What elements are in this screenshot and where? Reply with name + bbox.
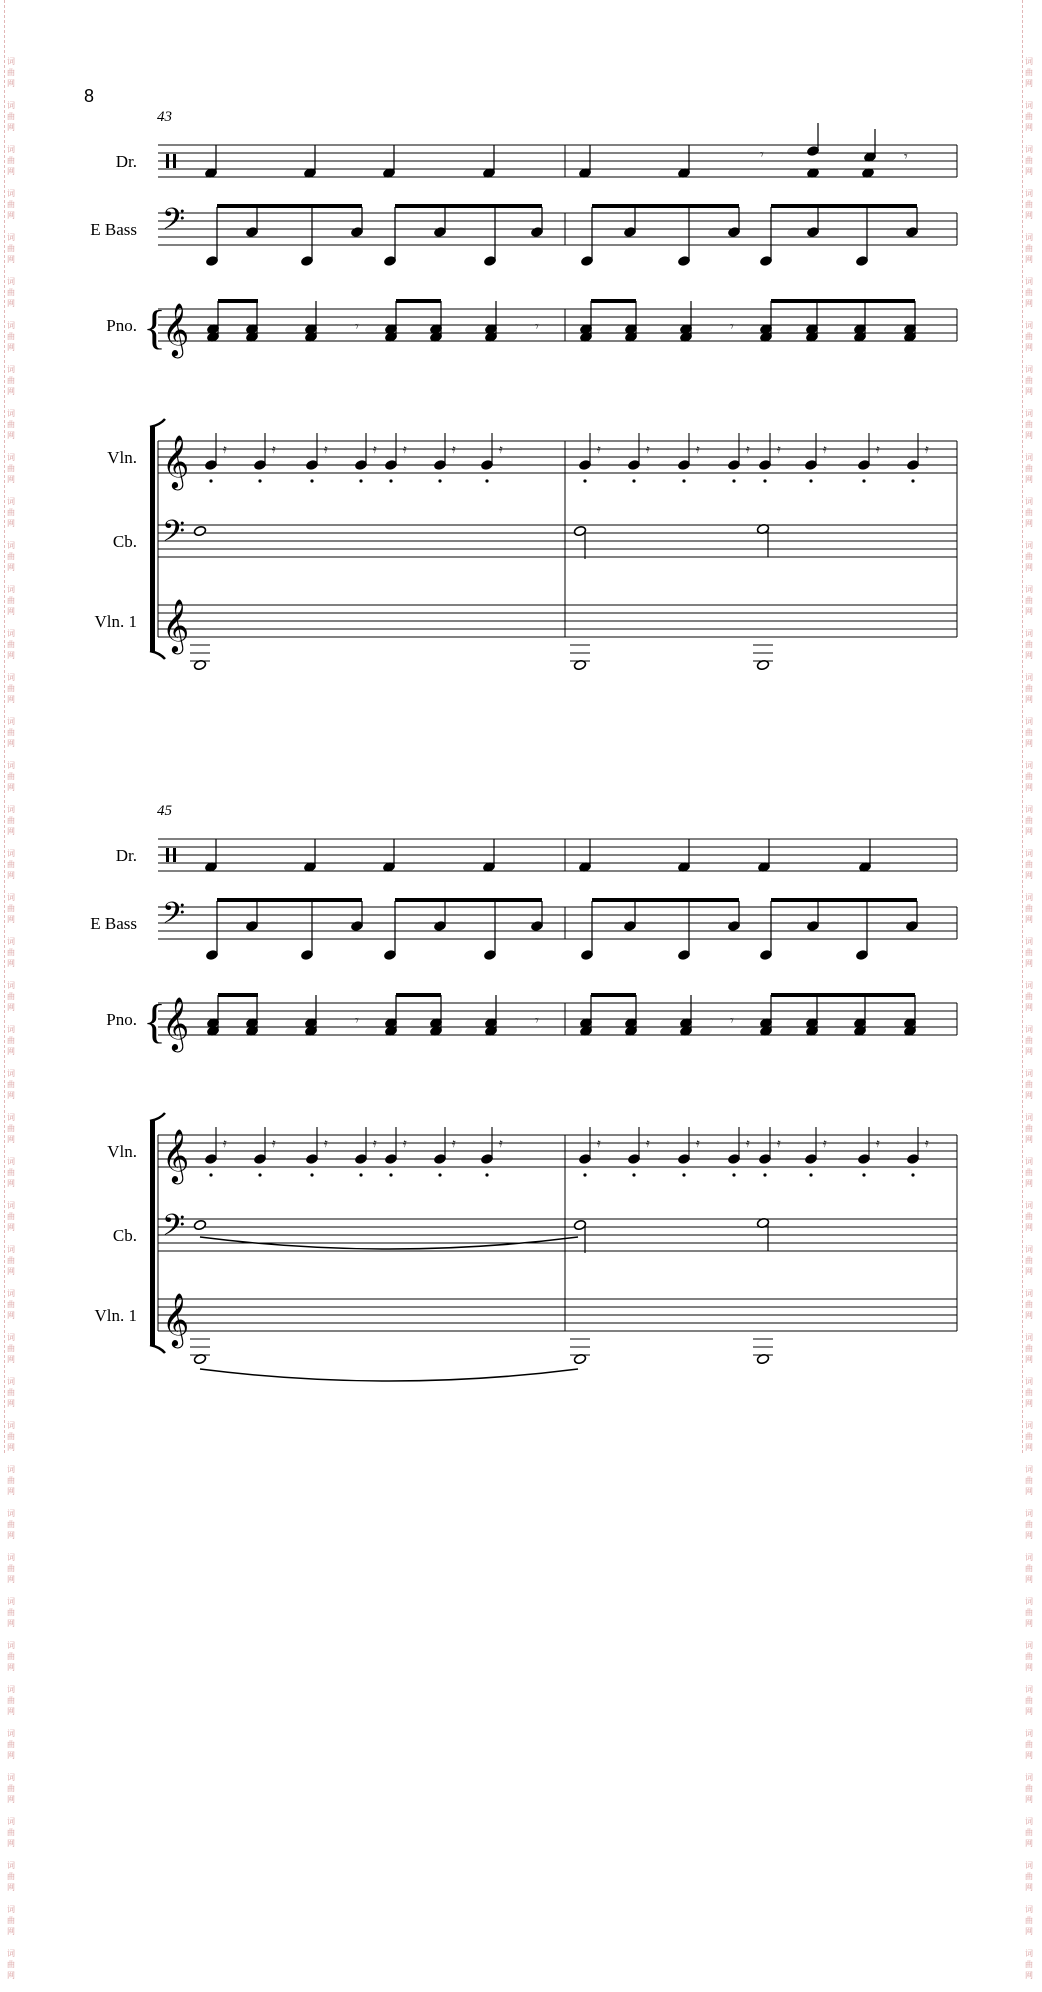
- treble-clef: 𝄞: [162, 600, 190, 651]
- page-number: 8: [84, 86, 95, 106]
- string-bracket: [150, 1121, 155, 1345]
- staff-label: Dr.: [115, 152, 137, 171]
- beam: [771, 993, 915, 997]
- rest: 𝄾: [535, 320, 539, 335]
- beam: [771, 898, 917, 902]
- staccato-dot: [911, 479, 914, 482]
- rest: 𝄿: [223, 1136, 227, 1150]
- staff-label: E Bass: [90, 220, 137, 239]
- staff-label: E Bass: [90, 914, 137, 933]
- beam: [396, 993, 441, 997]
- rest: 𝄿: [746, 1136, 750, 1150]
- piano-brace: {: [143, 301, 167, 354]
- rest: 𝄿: [925, 1136, 929, 1150]
- rest: 𝄿: [696, 1136, 700, 1150]
- beam: [771, 299, 915, 303]
- rest: 𝄿: [373, 442, 377, 456]
- beam: [771, 204, 917, 208]
- staccato-dot: [682, 479, 685, 482]
- tie: [200, 1369, 578, 1381]
- string-bracket: [150, 419, 165, 427]
- staccato-dot: [438, 479, 441, 482]
- bass-clef: 𝄢: [162, 1209, 186, 1249]
- staccato-dot: [258, 1173, 261, 1176]
- staff-e-bass: [90, 203, 957, 267]
- staccato-dot: [209, 1173, 212, 1176]
- rest: 𝄿: [223, 442, 227, 456]
- rest: 𝄿: [272, 442, 276, 456]
- watermark-text-left: 词 曲 网 词 曲 网 词 曲 网 词 曲 网 词 曲 网 词 曲 网 词 曲 网 词 曲 网 词 曲 网 词 曲 网 词 曲 网 词 曲 网 词 曲 网 词 曲 网 词 曲 网 词 曲 网 词 曲 网 词 曲 网 词 曲 网 词 曲 网 词 曲 网 词 曲 网 词 曲 网 词 曲 网 词 曲 网 词 曲 网 词 曲 网 词 曲 网 词 曲 网 词 曲 网 词 曲 网 词 曲 网 词 曲 网 词 曲 网 词 曲 网 词 曲 网 词 曲 网 词 曲 网 词 曲 网 词 曲 网 词 曲 网 词 曲 网 词 曲 网 词 曲 网: [7, 57, 15, 1980]
- percussion-clef: [173, 154, 176, 168]
- staff-vln-: [107, 433, 957, 490]
- beam: [218, 993, 258, 997]
- staccato-dot: [583, 1173, 586, 1176]
- staccato-dot: [389, 1173, 392, 1176]
- rest: 𝄿: [876, 1136, 880, 1150]
- string-bracket: [150, 651, 165, 659]
- rest: 𝄾: [535, 1014, 539, 1029]
- rest: 𝄿: [925, 442, 929, 456]
- rest: 𝄿: [777, 442, 781, 456]
- rest: 𝄿: [403, 1136, 407, 1150]
- staccato-dot: [209, 479, 212, 482]
- staff-vln-: [107, 1127, 957, 1184]
- staccato-dot: [911, 1173, 914, 1176]
- staff-label: Pno.: [106, 1010, 137, 1029]
- staccato-dot: [809, 479, 812, 482]
- percussion-clef: [166, 154, 169, 168]
- beam: [395, 898, 542, 902]
- rest: 𝄿: [777, 1136, 781, 1150]
- staff-label: Vln.: [107, 448, 137, 467]
- measure-number: 45: [157, 803, 172, 819]
- rest: 𝄿: [452, 442, 456, 456]
- staccato-dot: [485, 479, 488, 482]
- beam: [396, 299, 441, 303]
- rest: 𝄿: [324, 442, 328, 456]
- treble-clef: 𝄞: [162, 1294, 190, 1345]
- treble-clef: 𝄞: [162, 436, 190, 487]
- rest: 𝄿: [272, 1136, 276, 1150]
- staff-vln-1: [95, 599, 958, 671]
- string-bracket: [150, 1113, 165, 1121]
- staff-cb-: [113, 515, 957, 559]
- staccato-dot: [809, 1173, 812, 1176]
- staccato-dot: [862, 479, 865, 482]
- rest: 𝄿: [646, 442, 650, 456]
- staccato-dot: [258, 479, 261, 482]
- string-bracket: [150, 427, 155, 651]
- percussion-clef: [166, 848, 169, 862]
- staccato-dot: [632, 1173, 635, 1176]
- staff-label: Cb.: [112, 1226, 137, 1245]
- treble-clef: 𝄞: [162, 1130, 190, 1181]
- staff-dr-: [116, 123, 957, 179]
- beam: [395, 204, 542, 208]
- rest: 𝄿: [597, 1136, 601, 1150]
- staff-pno-: [106, 299, 957, 358]
- staff-cb-: [113, 1209, 957, 1253]
- staccato-dot: [763, 1173, 766, 1176]
- rest: 𝄿: [646, 1136, 650, 1150]
- rest: 𝄿: [499, 442, 503, 456]
- rest: 𝄾: [355, 320, 359, 335]
- rest: 𝄾: [355, 1014, 359, 1029]
- system-2: [90, 803, 957, 1381]
- beam: [217, 204, 362, 208]
- staccato-dot: [763, 479, 766, 482]
- rest: 𝄿: [696, 442, 700, 456]
- beam: [591, 993, 636, 997]
- beam: [218, 299, 258, 303]
- piano-brace: {: [143, 995, 167, 1048]
- staff-label: Vln. 1: [94, 612, 137, 631]
- rest: 𝄿: [373, 1136, 377, 1150]
- staccato-dot: [359, 479, 362, 482]
- staccato-dot: [862, 1173, 865, 1176]
- beam: [592, 898, 739, 902]
- staccato-dot: [682, 1173, 685, 1176]
- watermark-text-right: 词 曲 网 词 曲 网 词 曲 网 词 曲 网 词 曲 网 词 曲 网 词 曲 网 词 曲 网 词 曲 网 词 曲 网 词 曲 网 词 曲 网 词 曲 网 词 曲 网 词 曲 网 词 曲 网 词 曲 网 词 曲 网 词 曲 网 词 曲 网 词 曲 网 词 曲 网 词 曲 网 词 曲 网 词 曲 网 词 曲 网 词 曲 网 词 曲 网 词 曲 网 词 曲 网 词 曲 网 词 曲 网 词 曲 网 词 曲 网 词 曲 网 词 曲 网 词 曲 网 词 曲 网 词 曲 网 词 曲 网 词 曲 网 词 曲 网 词 曲 网 词 曲 网: [1025, 57, 1033, 1980]
- staccato-dot: [583, 479, 586, 482]
- rest: 𝄿: [746, 442, 750, 456]
- beam: [592, 204, 739, 208]
- staccato-dot: [359, 1173, 362, 1176]
- staff-label: Vln. 1: [94, 1306, 137, 1325]
- treble-clef: 𝄞: [162, 998, 190, 1049]
- notehead-whole: [193, 525, 206, 536]
- staccato-dot: [438, 1173, 441, 1176]
- notehead-whole: [193, 1219, 206, 1230]
- bass-clef: 𝄢: [162, 897, 186, 937]
- rest: 𝄾: [730, 320, 734, 335]
- rest: 𝄿: [452, 1136, 456, 1150]
- staff-label: Pno.: [106, 316, 137, 335]
- rest: 𝄾: [730, 1014, 734, 1029]
- staff-dr-: [116, 839, 957, 873]
- system-1: [90, 109, 957, 671]
- beam: [591, 299, 636, 303]
- staccato-dot: [310, 479, 313, 482]
- rest: 𝄿: [597, 442, 601, 456]
- staccato-dot: [732, 479, 735, 482]
- staccato-dot: [632, 479, 635, 482]
- rest: 𝄿: [876, 442, 880, 456]
- rest: 𝄿: [823, 442, 827, 456]
- rest: 𝄿: [324, 1136, 328, 1150]
- staff-label: Dr.: [115, 846, 137, 865]
- rest: 𝄿: [499, 1136, 503, 1150]
- beam: [217, 898, 362, 902]
- percussion-clef: [173, 848, 176, 862]
- staccato-dot: [732, 1173, 735, 1176]
- staff-label: Vln.: [107, 1142, 137, 1161]
- staff-e-bass: [90, 897, 957, 961]
- staccato-dot: [310, 1173, 313, 1176]
- staff-pno-: [106, 993, 957, 1052]
- bass-clef: 𝄢: [162, 203, 186, 243]
- staff-label: Cb.: [112, 532, 137, 551]
- rest: 𝄾: [904, 150, 908, 165]
- rest: 𝄿: [823, 1136, 827, 1150]
- bass-clef: 𝄢: [162, 515, 186, 555]
- rest: 𝄾: [760, 148, 764, 163]
- staccato-dot: [485, 1173, 488, 1176]
- rest: 𝄿: [403, 442, 407, 456]
- staccato-dot: [389, 479, 392, 482]
- string-bracket: [150, 1345, 165, 1353]
- staff-vln-1: [95, 1293, 958, 1381]
- measure-number: 43: [157, 109, 172, 125]
- treble-clef: 𝄞: [162, 304, 190, 355]
